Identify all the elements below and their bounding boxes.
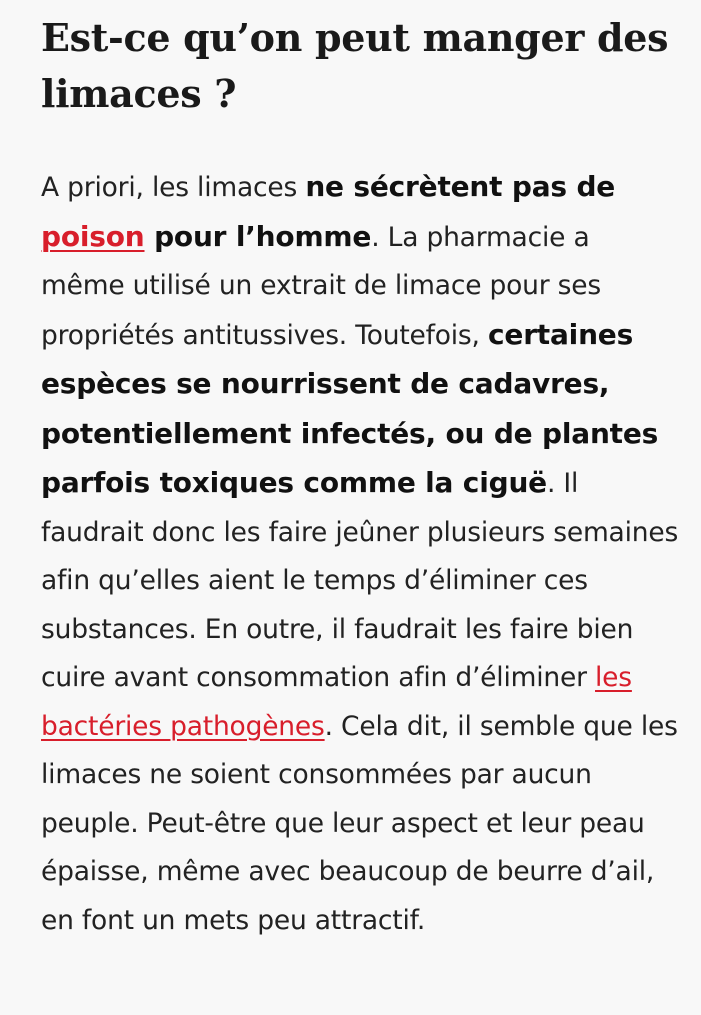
text-segment-4: . Cela dit, il semble que les limaces ne soient consommées par aucun peuple. Peut-être que leur aspect et leur peau épaisse, même avec beaucoup de beurre d’ail, en font un mets peu attractif. bbox=[41, 710, 678, 936]
text-segment-1: A priori, les limaces bbox=[41, 172, 306, 203]
text-segment-3: . Il faudrait donc les faire jeûner plusieurs semaines afin qu’elles aient le temps d’éliminer ces substances. En outre, il faudrait les faire bien cuire avant consommation afin d’éliminer bbox=[41, 468, 679, 693]
poison-link[interactable]: poison bbox=[41, 219, 145, 253]
article bbox=[41, 0, 681, 945]
text-segment-2: . La pharmacie a même utilisé un extrait de limace pour ses propriétés antitussives. Toutefois, bbox=[41, 221, 601, 351]
bold-text-no-poison: ne sécrètent pas de bbox=[305, 170, 616, 203]
bold-segment-toxic-species: certaines espèces se nourrissent de cadavres, potentiellement infectés, ou de plantes parfois toxiques comme la ciguë bbox=[41, 317, 659, 499]
article-title: Est-ce qu’on peut manger des limaces ? bbox=[41, 15, 669, 116]
pathogenic-bacteria-link[interactable]: les bactéries pathogènes bbox=[41, 662, 632, 742]
bold-text-for-humans: pour l’homme bbox=[144, 219, 372, 253]
article-paragraph bbox=[41, 163, 681, 945]
